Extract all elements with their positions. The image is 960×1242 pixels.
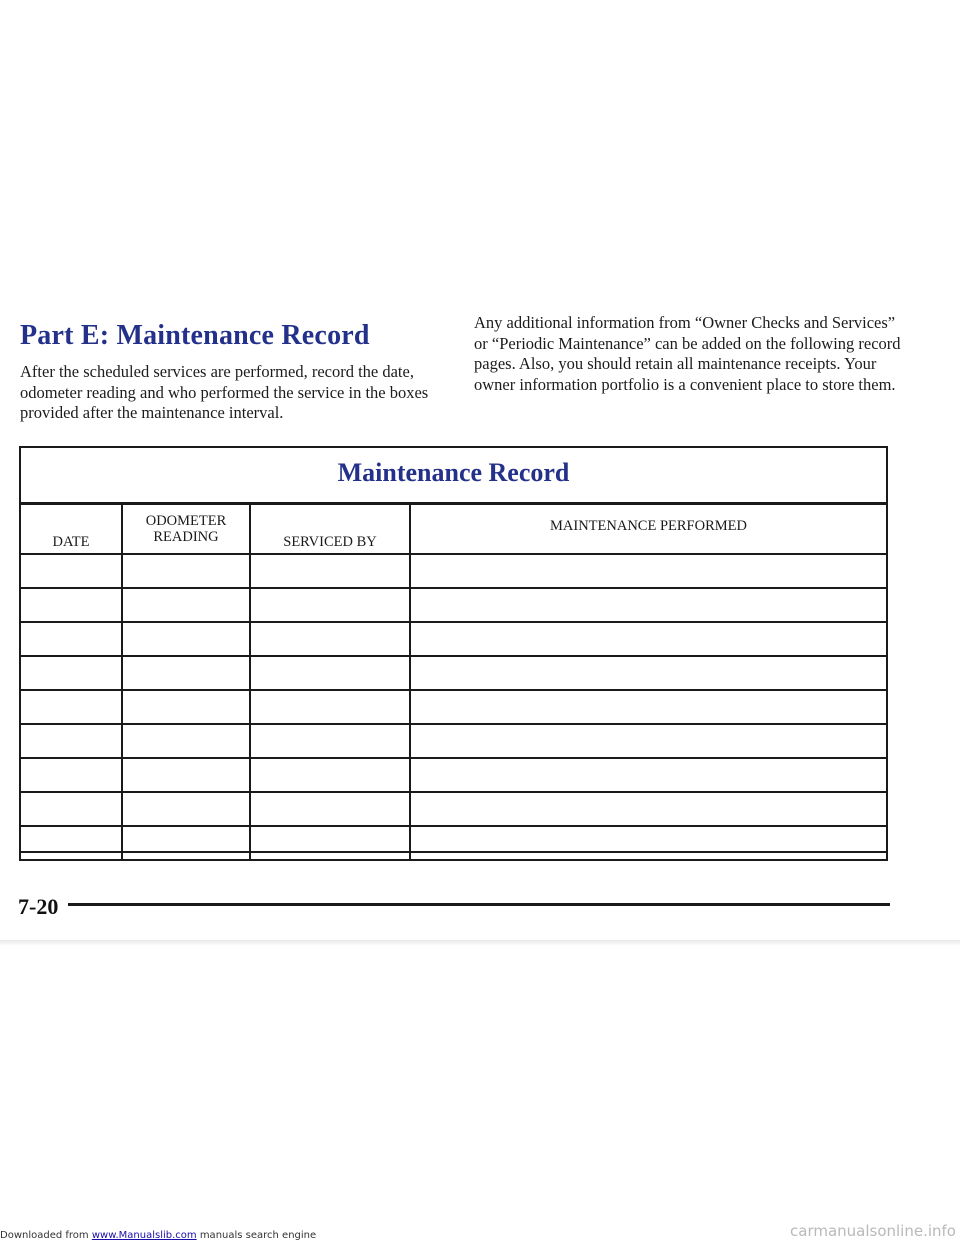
table-header-row — [20, 504, 887, 554]
table-row — [20, 588, 887, 622]
serviced-by-cell — [250, 758, 410, 792]
serviced-by-cell — [250, 656, 410, 690]
maintenance-record-table — [19, 503, 888, 861]
date-cell — [20, 758, 122, 792]
serviced-by-cell — [250, 690, 410, 724]
maintenance-performed-cell — [410, 826, 887, 860]
column-header-odometer-reading — [122, 504, 250, 554]
table-row — [20, 622, 887, 656]
date-cell — [20, 554, 122, 588]
table-row — [20, 656, 887, 690]
odometer-cell — [122, 554, 250, 588]
odometer-cell — [122, 690, 250, 724]
page-number: 7-20 — [18, 894, 59, 919]
serviced-by-cell — [250, 826, 410, 860]
column-header-maintenance-performed: MAINTENANCE PERFORMED — [410, 504, 887, 554]
date-cell — [20, 588, 122, 622]
maintenance-performed-cell — [410, 690, 887, 724]
download-note-prefix: Downloaded from — [0, 1230, 92, 1241]
odometer-header-line1: ODOMETER — [145, 513, 227, 529]
column-header-date: DATE — [20, 504, 122, 554]
table-row — [20, 792, 887, 826]
maintenance-performed-cell — [410, 588, 887, 622]
maintenance-performed-cell — [410, 622, 887, 656]
odometer-cell — [122, 622, 250, 656]
date-cell — [20, 792, 122, 826]
column-header-serviced-by: SERVICED BY — [250, 504, 410, 554]
date-cell — [20, 826, 122, 860]
maintenance-performed-cell — [410, 792, 887, 826]
download-note-suffix: manuals search engine — [196, 1230, 317, 1241]
odometer-cell — [122, 588, 250, 622]
table-row — [20, 554, 887, 588]
odometer-header-line2: READING — [153, 529, 219, 545]
maintenance-performed-cell — [410, 554, 887, 588]
site-watermark: carmanualsonline.info — [790, 1222, 956, 1240]
table-row — [20, 724, 887, 758]
table-row — [20, 826, 887, 860]
table-title: Maintenance Record — [337, 458, 570, 487]
odometer-cell — [122, 656, 250, 690]
maintenance-performed-cell — [410, 656, 887, 690]
maintenance-record-form — [19, 446, 888, 853]
page-bottom-edge — [0, 940, 960, 946]
intro-paragraph: After the scheduled services are performed, record the date, odometer reading and who performed the service in the boxes provided after the maintenance interval. — [20, 362, 429, 422]
serviced-by-cell — [250, 724, 410, 758]
table-body — [20, 554, 887, 860]
maintenance-performed-cell — [410, 724, 887, 758]
date-cell — [20, 690, 122, 724]
table-row — [20, 758, 887, 792]
maintenance-performed-cell — [410, 758, 887, 792]
download-note — [0, 1230, 316, 1241]
date-cell — [20, 724, 122, 758]
date-cell — [20, 656, 122, 690]
serviced-by-cell — [250, 588, 410, 622]
date-cell — [20, 622, 122, 656]
odometer-cell — [122, 826, 250, 860]
table-row — [20, 690, 887, 724]
additional-info-paragraph: Any additional information from “Owner Checks and Services” or “Periodic Maintenance” can be added on the following record pages. Also, you should retain all maintenance receipts. Your owner information portfolio is a convenient place to store them. — [474, 313, 901, 394]
manualslib-link[interactable]: www.Manualslib.com — [91, 1230, 197, 1241]
serviced-by-cell — [250, 554, 410, 588]
section-heading: Part E: Maintenance Record — [20, 320, 370, 351]
odometer-cell — [122, 724, 250, 758]
footer-rule — [68, 903, 890, 906]
serviced-by-cell — [250, 622, 410, 656]
odometer-cell — [122, 792, 250, 826]
serviced-by-cell — [250, 792, 410, 826]
odometer-cell — [122, 758, 250, 792]
